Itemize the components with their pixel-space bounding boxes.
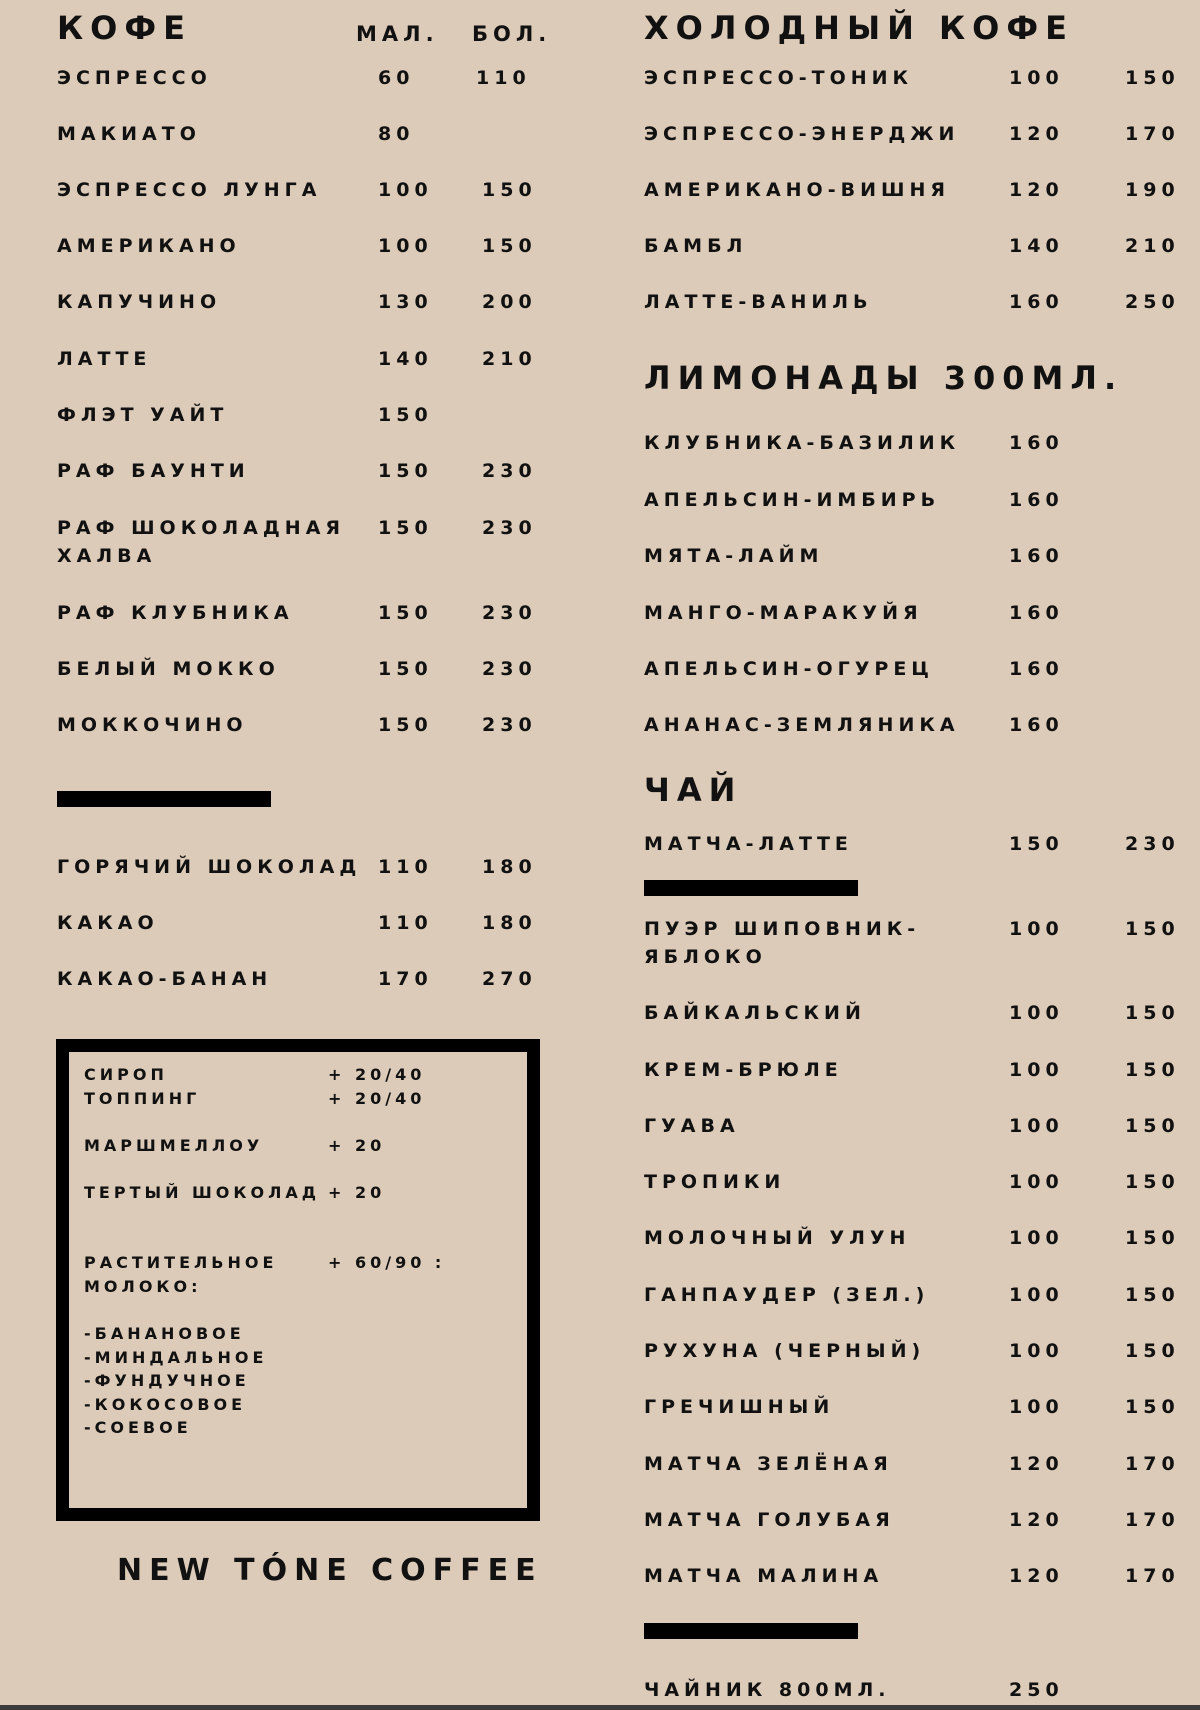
price: 160 xyxy=(1009,658,1064,680)
item-name: МАТЧА-ЛАТТЕ xyxy=(644,833,853,855)
item-name: АНАНАС-ЗЕМЛЯНИКА xyxy=(644,714,960,736)
item-name: РАФ БАУНТИ xyxy=(57,460,250,482)
price-large: 150 xyxy=(1125,1340,1180,1362)
item-name: ЭСПРЕССО-ТОНИК xyxy=(644,67,914,89)
price-large: 170 xyxy=(1125,1565,1180,1587)
milk-option: -КОКОСОВОЕ xyxy=(84,1395,247,1414)
milk-option: -МИНДАЛЬНОЕ xyxy=(84,1348,268,1367)
item-name: АМЕРИКАНО xyxy=(57,235,241,257)
item-name: КЛУБНИКА-БАЗИЛИК xyxy=(644,432,961,454)
item-name: РАФ ШОКОЛАДНАЯ ХАЛВА xyxy=(57,517,346,567)
price-large: 230 xyxy=(482,517,537,539)
price-small: 150 xyxy=(378,460,433,482)
price-small: 100 xyxy=(378,179,433,201)
topping-price: + 20/40 xyxy=(328,1089,426,1108)
section-divider xyxy=(644,1623,858,1639)
price-large: 190 xyxy=(1125,179,1180,201)
price-small: 150 xyxy=(1009,833,1064,855)
item-name: РУХУНА (ЧЕРНЫЙ) xyxy=(644,1340,926,1362)
col-small-header: МАЛ. xyxy=(356,22,439,46)
syrup-price: + 20/40 xyxy=(328,1065,426,1084)
syrup-label: СИРОП xyxy=(84,1065,168,1084)
price-large: 150 xyxy=(1125,1284,1180,1306)
milk-option: -БАНАНОВОЕ xyxy=(84,1324,245,1343)
price-small: 100 xyxy=(1009,67,1064,89)
marshmallow-price: + 20 xyxy=(328,1136,386,1155)
price-large: 230 xyxy=(482,602,537,624)
price-small: 100 xyxy=(1009,1340,1064,1362)
price-small: 100 xyxy=(1009,1059,1064,1081)
item-name: МАТЧА ЗЕЛЁНАЯ xyxy=(644,1453,893,1475)
price-large: 230 xyxy=(1125,833,1180,855)
item-name: ТРОПИКИ xyxy=(644,1171,786,1193)
item-name: ПУЭР ШИПОВНИК-ЯБЛОКО xyxy=(644,918,921,968)
price-large: 210 xyxy=(482,348,537,370)
price-large: 200 xyxy=(482,291,537,313)
price-large: 230 xyxy=(482,460,537,482)
price-large: 150 xyxy=(1125,67,1180,89)
price-large: 150 xyxy=(1125,1396,1180,1418)
item-name: БАМБЛ xyxy=(644,235,748,257)
price-large: 110 xyxy=(476,67,531,89)
item-name: БАЙКАЛЬСКИЙ xyxy=(644,1002,866,1024)
price-small: 100 xyxy=(1009,1284,1064,1306)
topping-label: ТОППИНГ xyxy=(84,1089,201,1108)
marshmallow-label: МАРШМЕЛЛОУ xyxy=(84,1136,264,1155)
price: 160 xyxy=(1009,545,1064,567)
price-small: 110 xyxy=(378,912,433,934)
item-name: ЭСПРЕССО-ЭНЕРДЖИ xyxy=(644,123,960,145)
price-small: 100 xyxy=(1009,1115,1064,1137)
item-name: МЯТА-ЛАЙМ xyxy=(644,545,824,567)
item-name: АМЕРИКАНО-ВИШНЯ xyxy=(644,179,950,201)
price: 250 xyxy=(1009,1679,1064,1701)
item-name: ЧАЙНИК 800МЛ. xyxy=(644,1679,891,1701)
price-small: 150 xyxy=(378,602,433,624)
bottom-edge xyxy=(0,1705,1200,1710)
price-small: 120 xyxy=(1009,123,1064,145)
item-name: МОККОЧИНО xyxy=(57,714,248,736)
price-small: 130 xyxy=(378,291,433,313)
item-name: МАКИАТО xyxy=(57,123,201,145)
price-small: 110 xyxy=(378,856,433,878)
price-small: 60 xyxy=(378,67,415,89)
price-large: 230 xyxy=(482,714,537,736)
coffee-title: КОФЕ xyxy=(57,9,192,47)
price-small: 120 xyxy=(1009,1509,1064,1531)
price-large: 270 xyxy=(482,968,537,990)
price-large: 150 xyxy=(482,179,537,201)
price-small: 150 xyxy=(378,658,433,680)
price-small: 100 xyxy=(1009,1396,1064,1418)
price-small: 120 xyxy=(1009,1453,1064,1475)
price-large: 230 xyxy=(482,658,537,680)
price-large: 150 xyxy=(1125,1002,1180,1024)
price: 160 xyxy=(1009,489,1064,511)
item-name: ГРЕЧИШНЫЙ xyxy=(644,1396,835,1418)
price-small: 120 xyxy=(1009,1565,1064,1587)
cold-coffee-title: ХОЛОДНЫЙ КОФЕ xyxy=(644,9,1074,47)
plant-milk-price: + 60/90 : xyxy=(328,1253,446,1272)
item-name: КАПУЧИНО xyxy=(57,291,222,313)
grated-chocolate-label: ТЕРТЫЙ ШОКОЛАД xyxy=(84,1183,320,1202)
item-name: МАТЧА ГОЛУБАЯ xyxy=(644,1509,895,1531)
price-small: 160 xyxy=(1009,291,1064,313)
price-large: 150 xyxy=(1125,918,1180,940)
item-name: БЕЛЫЙ МОККО xyxy=(57,658,280,680)
price-small: 100 xyxy=(378,235,433,257)
col-large-header: БОЛ. xyxy=(472,22,552,46)
section-divider xyxy=(57,791,271,807)
lemonades-title: ЛИМОНАДЫ 300МЛ. xyxy=(644,359,1124,397)
item-name: ГАНПАУДЕР (ЗЕЛ.) xyxy=(644,1284,930,1306)
item-name: ЛАТТЕ-ВАНИЛЬ xyxy=(644,291,873,313)
item-name: МАТЧА МАЛИНА xyxy=(644,1565,884,1587)
price-small: 120 xyxy=(1009,179,1064,201)
item-name: ЛАТТЕ xyxy=(57,348,152,370)
milk-option: -ФУНДУЧНОЕ xyxy=(84,1371,250,1390)
plant-milk-label-line2: МОЛОКО: xyxy=(84,1277,202,1296)
price-large: 150 xyxy=(1125,1227,1180,1249)
tea-title: ЧАЙ xyxy=(644,771,743,809)
price-small: 100 xyxy=(1009,918,1064,940)
item-name: АПЕЛЬСИН-ИМБИРЬ xyxy=(644,489,941,511)
price: 160 xyxy=(1009,432,1064,454)
price-large: 210 xyxy=(1125,235,1180,257)
price-large: 150 xyxy=(1125,1171,1180,1193)
item-name: РАФ КЛУБНИКА xyxy=(57,602,294,624)
plant-milk-label-line1: РАСТИТЕЛЬНОЕ xyxy=(84,1253,278,1272)
price-small: 170 xyxy=(378,968,433,990)
price-small: 140 xyxy=(378,348,433,370)
price-large: 150 xyxy=(1125,1059,1180,1081)
brand-name: NEW TÓNE COFFEE xyxy=(117,1553,543,1588)
price: 160 xyxy=(1009,602,1064,624)
price-small: 150 xyxy=(378,404,433,426)
price-small: 150 xyxy=(378,517,433,539)
price-large: 170 xyxy=(1125,1453,1180,1475)
price-large: 250 xyxy=(1125,291,1180,313)
milk-option: -СОЕВОЕ xyxy=(84,1418,192,1437)
grated-chocolate-price: + 20 xyxy=(328,1183,386,1202)
item-name: ФЛЭТ УАЙТ xyxy=(57,404,229,426)
item-name: КАКАО xyxy=(57,912,159,934)
item-name: ЭСПРЕССО ЛУНГА xyxy=(57,179,322,201)
price: 160 xyxy=(1009,714,1064,736)
section-divider xyxy=(644,880,858,896)
price-small: 80 xyxy=(378,123,415,145)
price-small: 100 xyxy=(1009,1171,1064,1193)
item-name: ЭСПРЕССО xyxy=(57,67,212,89)
price-large: 180 xyxy=(482,912,537,934)
price-small: 100 xyxy=(1009,1227,1064,1249)
price-large: 170 xyxy=(1125,123,1180,145)
item-name: ГУАВА xyxy=(644,1115,740,1137)
price-small: 150 xyxy=(378,714,433,736)
item-name: КРЕМ-БРЮЛЕ xyxy=(644,1059,843,1081)
item-name: КАКАО-БАНАН xyxy=(57,968,273,990)
price-large: 180 xyxy=(482,856,537,878)
price-small: 140 xyxy=(1009,235,1064,257)
price-large: 150 xyxy=(1125,1115,1180,1137)
price-large: 170 xyxy=(1125,1509,1180,1531)
item-name: АПЕЛЬСИН-ОГУРЕЦ xyxy=(644,658,934,680)
item-name: МАНГО-МАРАКУЙЯ xyxy=(644,602,923,624)
item-name: ГОРЯЧИЙ ШОКОЛАД xyxy=(57,856,362,878)
price-small: 100 xyxy=(1009,1002,1064,1024)
price-large: 150 xyxy=(482,235,537,257)
item-name: МОЛОЧНЫЙ УЛУН xyxy=(644,1227,911,1249)
